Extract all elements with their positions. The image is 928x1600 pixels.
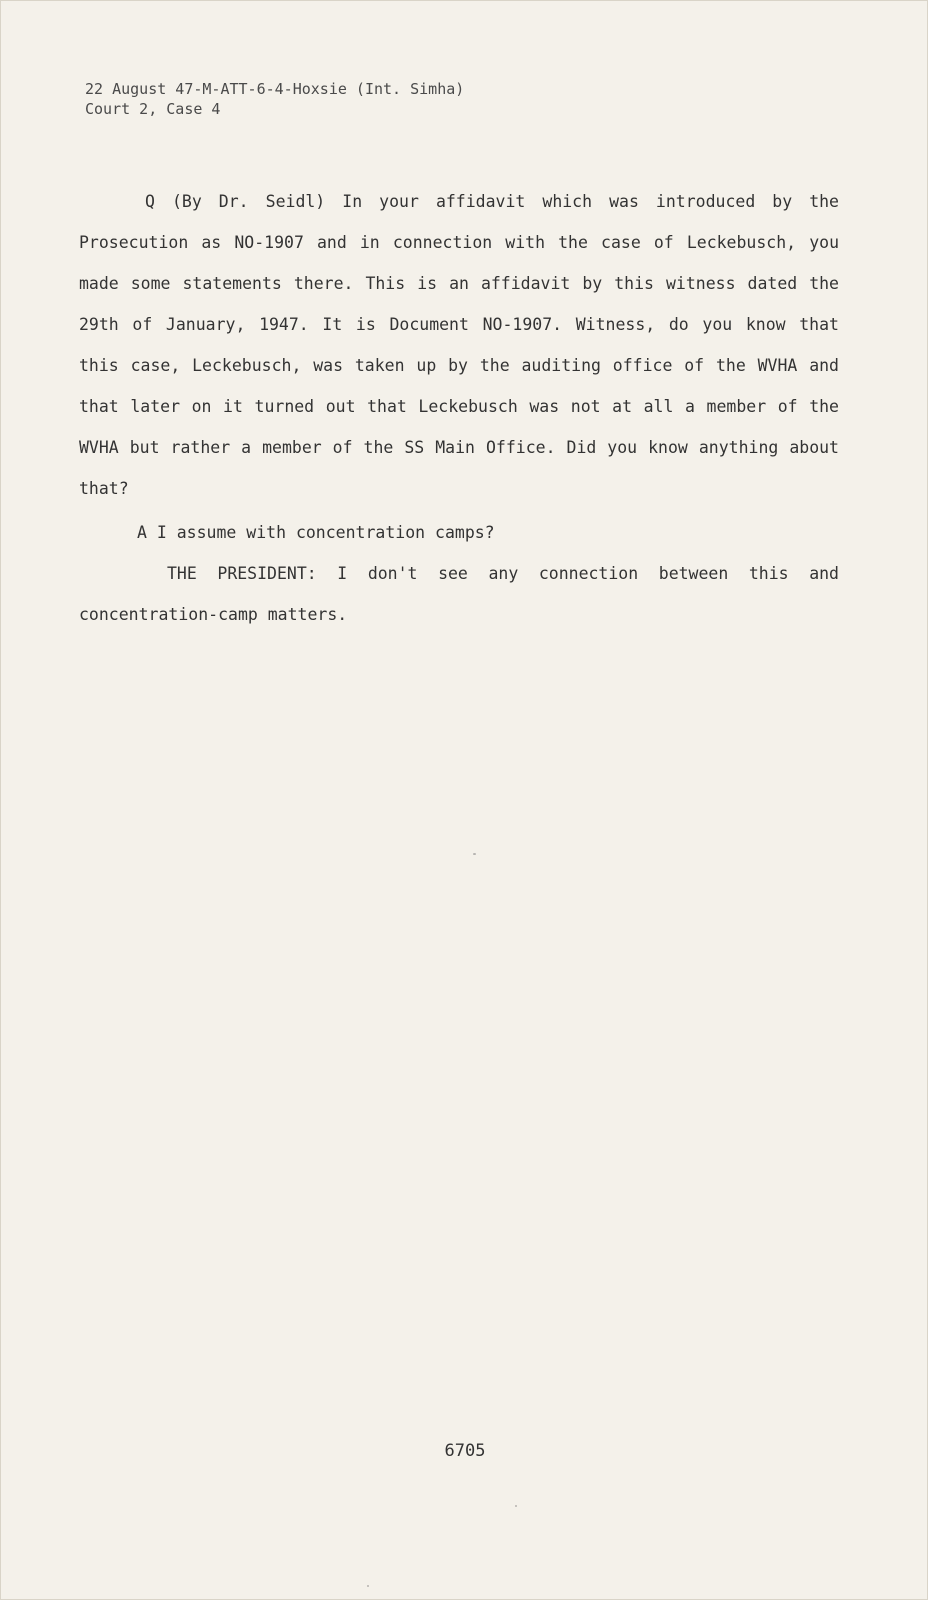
answer-paragraph: A I assume with concentration camps? xyxy=(137,523,495,542)
header-court-line: Court 2, Case 4 xyxy=(85,100,221,118)
transcript-body xyxy=(79,181,839,635)
paper-speck xyxy=(367,1585,369,1587)
president-paragraph: THE PRESIDENT: I don't see any connection between this and concentration-camp matters. xyxy=(79,564,839,624)
page-number: 6705 xyxy=(444,1441,486,1461)
question-paragraph: Q (By Dr. Seidl) In your affidavit which was introduced by the Prosecution as NO-1907 and in connection with the case of Leckebusch, you made some statements there. This is an affidavit by this witness dated the 29th of January, 1947. It is Document NO-1907. Witness, do you know that this case, Leckebusch, was taken up by the auditing office of the WVHA and that later on it turned out that Leckebusch was not at all a member of the WVHA but rather a member of the SS Main Office. Did you know anything about that? xyxy=(79,192,839,498)
document-header xyxy=(85,79,464,119)
paper-speck xyxy=(473,853,476,855)
header-session-line: 22 August 47-M-ATT-6-4-Hoxsie (Int. Simha) xyxy=(85,80,465,98)
paper-speck xyxy=(515,1505,517,1507)
